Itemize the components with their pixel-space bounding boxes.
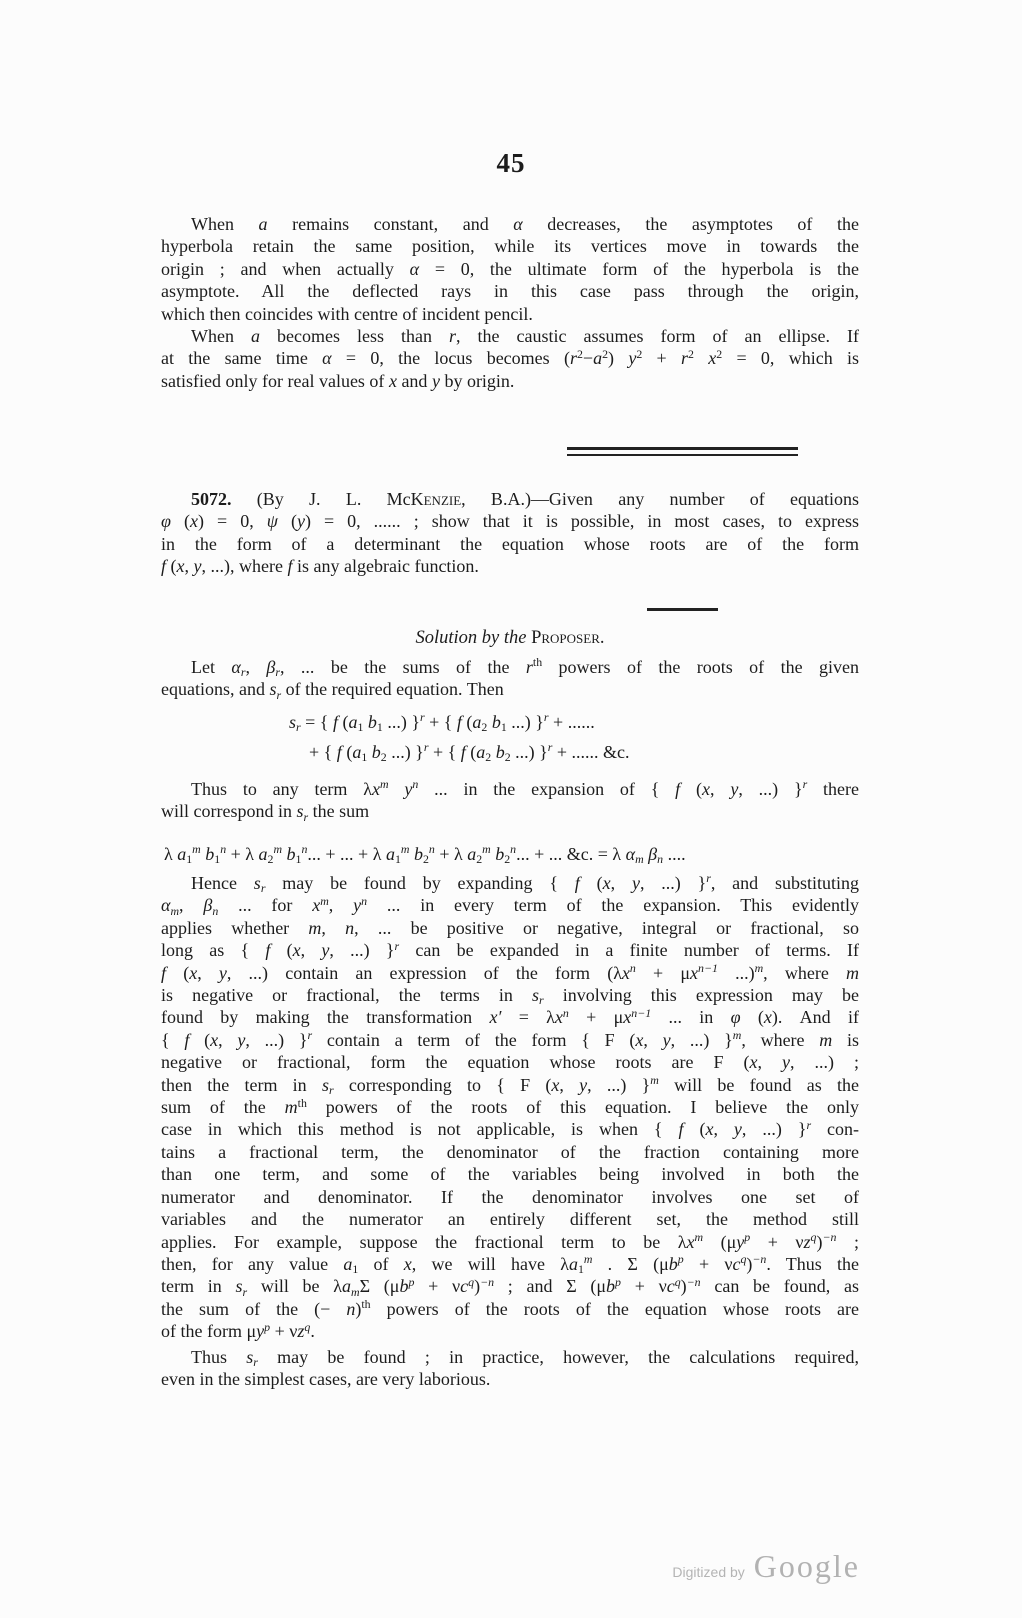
- paragraph-hyperbola: [161, 213, 859, 325]
- text-line: of the form $\mu y^p + \nu z^q$.: [161, 1319, 315, 1342]
- paragraph-caustic: [161, 325, 859, 392]
- text-line: is negative or fractional, the terms in sr involving this expression may be: [161, 985, 859, 1008]
- text-line: f (x, y, ...) contain an expression of the form ($\lambda x^n + \mu x^{n-1}$ ...)$^m$, where m: [161, 961, 859, 983]
- text-line: { f (x, y, ...) }$^r$ contain a term of the form { F (x, y, ...) }$^m$, where m is: [161, 1028, 860, 1050]
- text-line: Hence sr may be found by expanding { f (x, y, ...) }$^r$, and substituting: [191, 871, 860, 896]
- text-line: equations, and sr of the required equation. Then: [161, 679, 504, 702]
- text-line: will correspond in sr the sum: [161, 801, 370, 824]
- text-line: then the term in sr corresponding to { F (x, y, ...) }$^m$ will be found as the: [161, 1073, 860, 1097]
- text-line: satisfied only for real values of x and y by origin.: [161, 370, 515, 391]
- solution-divider-rule: [647, 608, 718, 611]
- google-logo-text: Google: [753, 1548, 860, 1584]
- text-line: applies. For example, suppose the fractional term to be $\lambda x^m$ $(\mu y^p + \nu z^q)^{-n}$ ;: [161, 1229, 859, 1252]
- watermark-prefix-text: Digitized by: [672, 1564, 745, 1580]
- text-line: When a remains constant, and α decreases, the asymptotes of the: [191, 214, 859, 234]
- text-line: applies whether m, n, ... be positive or negative, integral or fractional, so: [161, 917, 860, 938]
- section-divider-double-rule: [567, 447, 798, 456]
- text-line: found by making the transformation $x' = \lambda x^n + \mu x^{n-1}$ ... in φ (x). And if: [161, 1005, 859, 1028]
- problem-5072-statement: [161, 488, 859, 578]
- text-line: at the same time α = 0, the locus becomes $(r^2-a^2) y^2 + r^2$ $x^2 = 0$, which is: [161, 346, 860, 369]
- text-line: Thus sr may be found ; in practice, however, the calculations required,: [191, 1347, 859, 1370]
- text-line: term in sr will be λamΣ $(\mu b^p + \nu c^q)^{-n}$ ; and Σ $(\mu b^p + \nu c^q)^{-n}$ can be found, as: [161, 1274, 859, 1299]
- text-line: in the form of a determinant the equation whose roots are of the form: [161, 533, 859, 554]
- text-line: numerator and denominator. If the denominator involves one set of: [161, 1186, 859, 1207]
- text-line: hyperbola retain the same position, while its vertices move in towards the: [161, 236, 859, 257]
- text-line: asymptote. All the deflected rays in this case pass through the origin,: [161, 281, 859, 302]
- text-line: Thus to any term $\lambda x^m$ $y^n$ ... in the expansion of { f (x, y, ...) }$^r$ there: [191, 777, 860, 799]
- text-line: variables and the numerator an entirely different set, the method still: [161, 1209, 859, 1230]
- solution-paragraph-4: [161, 1346, 859, 1391]
- text-line: origin ; and when actually α = 0, the ultimate form of the hyperbola is the: [161, 258, 859, 279]
- text-line: Let αr, βr, ... be the sums of the $r^{th}$ powers of the roots of the given: [191, 655, 859, 680]
- text-line: which then coincides with centre of incident pencil.: [161, 303, 533, 324]
- text-line: negative or fractional, form the equation whose roots are F (x, y, ...) ;: [161, 1052, 860, 1073]
- text-line: φ (x) = 0, ψ (y) = 0, ...... ; show that it is possible, in most cases, to express: [161, 511, 859, 532]
- text-line: tains a fractional term, the denominator of the fraction containing more: [161, 1141, 859, 1162]
- equation-sr-definition: [161, 707, 859, 767]
- solution-paragraph-1: [161, 656, 859, 701]
- text-line: then, for any value a1 of x, we will have λa1$^m$ . Σ $(\mu b^p + \nu c^q)^{-n}$. Thus the: [161, 1252, 860, 1277]
- equation-lambda-sum: [161, 843, 859, 865]
- text-line: f (x, y, ...), where f is any algebraic function.: [161, 556, 479, 577]
- page-number: 45: [496, 148, 526, 178]
- text-line: sum of the $m^{th}$ powers of the roots of this equation. I believe the only: [161, 1095, 859, 1118]
- digitization-watermark: [0, 1548, 1022, 1585]
- text-line: the sum of the (− n)$^{th}$ powers of the roots of the equation whose roots are: [161, 1297, 859, 1319]
- text-line: 5072. (By J. L. McKenzie, B.A.)—Given any number of equations: [191, 489, 859, 509]
- text-line: case in which this method is not applicable, is when { f (x, y, ...) }$^r$ con-: [161, 1117, 860, 1140]
- text-line: αm, βn ... for $x^m$, $y^n$ ... in every term of the expansion. This evidently: [161, 893, 860, 918]
- solution-paragraph-2: [161, 778, 859, 823]
- text-line: even in the simplest cases, are very laborious.: [161, 1369, 491, 1390]
- text-line: than one term, and some of the variables being involved in both the: [161, 1164, 859, 1185]
- solution-paragraph-3: [161, 872, 859, 1343]
- intro-paragraphs: [161, 213, 859, 392]
- text-line: long as { f (x, y, ...) }$^r$ can be expanded in a finite number of terms. If: [161, 938, 860, 961]
- text-line: When a becomes less than r, the caustic assumes form of an ellipse. If: [191, 326, 860, 347]
- text-line: + { f (a1 b2 ...) }$^r$ + { f (a2 b2 ...) }$^r$ + ...... &c.: [309, 740, 630, 765]
- text-line: λ a1$^m$ $b1^n + \lambda$ a2$^m$ $b1^n$... + ... + λ a1$^m$ $b2^n + \lambda$ a2$^m$ $b2^n$... + ... &c. = λ αm βn ....: [164, 842, 686, 867]
- solution-heading: Solution by the Proposer.: [415, 628, 605, 648]
- text-line: sr = { f (a1 b1 ...) }$^r$ + { f (a2 b1 ...) }$^r$ + ......: [289, 710, 595, 735]
